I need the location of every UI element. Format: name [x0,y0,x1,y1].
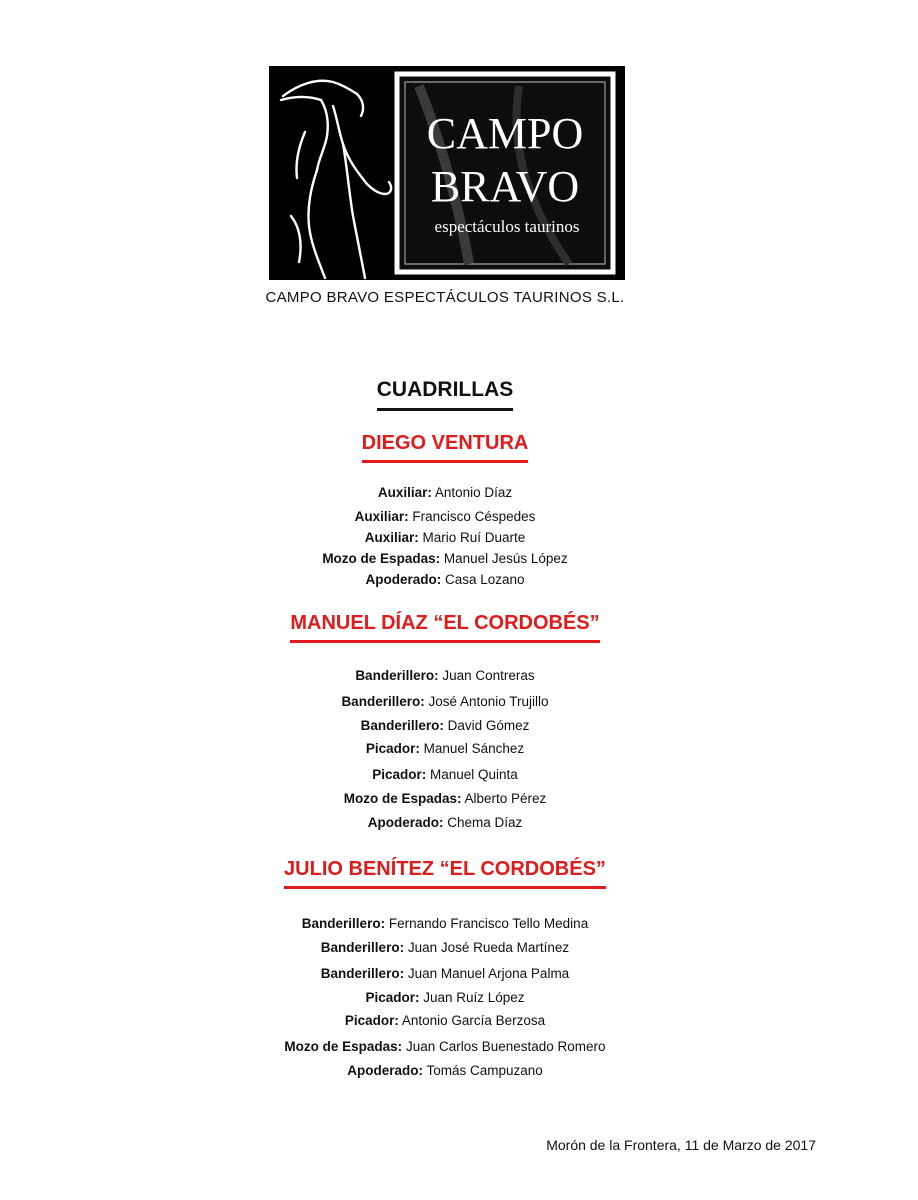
member-name: Mario Ruí Duarte [422,530,526,545]
member-row [0,940,890,955]
section-heading-manuel-diaz [0,612,890,643]
member-role: Picador: [365,990,420,1005]
member-row [0,815,890,830]
member-name: Francisco Céspedes [412,509,536,524]
member-row [0,916,890,931]
member-name: Manuel Sánchez [423,741,525,756]
member-row [0,1063,890,1078]
member-role: Banderillero: [320,966,405,981]
logo-line1: CAMPO [426,109,584,158]
member-name: Manuel Jesús López [443,551,568,566]
member-name: Juan Contreras [442,668,535,683]
member-row [0,694,890,709]
member-name: David Gómez [447,718,530,733]
member-row [0,509,890,524]
member-name: Casa Lozano [444,572,525,587]
section-title: MANUEL DÍAZ “EL CORDOBÉS” [290,612,599,643]
member-role: Auxiliar: [377,485,432,500]
member-name: Juan Ruíz López [423,990,525,1005]
member-row [0,668,890,683]
document-title: CUADRILLAS [377,378,514,411]
member-name: Alberto Pérez [464,791,547,806]
member-role: Apoderado: [367,815,444,830]
member-role: Picador: [372,767,427,782]
member-name: Antonio Díaz [434,485,513,500]
member-name: Chema Díaz [447,815,523,830]
member-role: Banderillero: [341,694,425,709]
member-name: Juan José Rueda Martínez [407,940,570,955]
member-role: Banderillero: [301,916,386,931]
member-row [0,485,890,500]
member-row [0,741,890,756]
logo-line2: BRAVO [430,162,580,211]
member-row [0,572,890,587]
member-row [0,551,890,566]
section-heading-julio-benitez [0,858,890,889]
company-name: CAMPO BRAVO ESPECTÁCULOS TAURINOS S.L. [265,289,625,306]
member-name: José Antonio Trujillo [428,694,549,709]
member-name: Tomás Campuzano [426,1063,543,1078]
member-role: Picador: [344,1013,399,1028]
member-role: Apoderado: [347,1063,423,1078]
member-role: Mozo de Espadas: [284,1039,403,1054]
member-name: Antonio García Berzosa [401,1013,546,1028]
member-role: Apoderado: [365,572,442,587]
campo-bravo-logo [269,66,625,280]
member-role: Banderillero: [360,718,444,733]
member-row [0,791,890,806]
member-name: Manuel Quinta [429,767,518,782]
logo-graphic [269,66,625,280]
document-title-wrap [0,378,890,411]
member-name: Fernando Francisco Tello Medina [388,916,589,931]
member-row [0,1013,890,1028]
section-title: DIEGO VENTURA [362,432,529,463]
member-row [0,1039,890,1054]
member-role: Banderillero: [320,940,405,955]
place-and-date: Morón de la Frontera, 11 de Marzo de 2017 [546,1137,816,1153]
member-row [0,767,890,782]
member-row [0,990,890,1005]
member-row [0,966,890,981]
member-name: Juan Manuel Arjona Palma [407,966,570,981]
member-role: Picador: [365,741,420,756]
member-row [0,530,890,545]
section-heading-diego-ventura [0,432,890,463]
member-role: Auxiliar: [354,509,409,524]
member-role: Banderillero: [355,668,439,683]
member-role: Auxiliar: [364,530,419,545]
member-row [0,718,890,733]
section-title: JULIO BENÍTEZ “EL CORDOBÉS” [284,858,606,889]
member-role: Mozo de Espadas: [343,791,462,806]
member-name: Juan Carlos Buenestado Romero [405,1039,606,1054]
member-role: Mozo de Espadas: [322,551,441,566]
logo-tagline: espectáculos taurinos [434,217,580,236]
